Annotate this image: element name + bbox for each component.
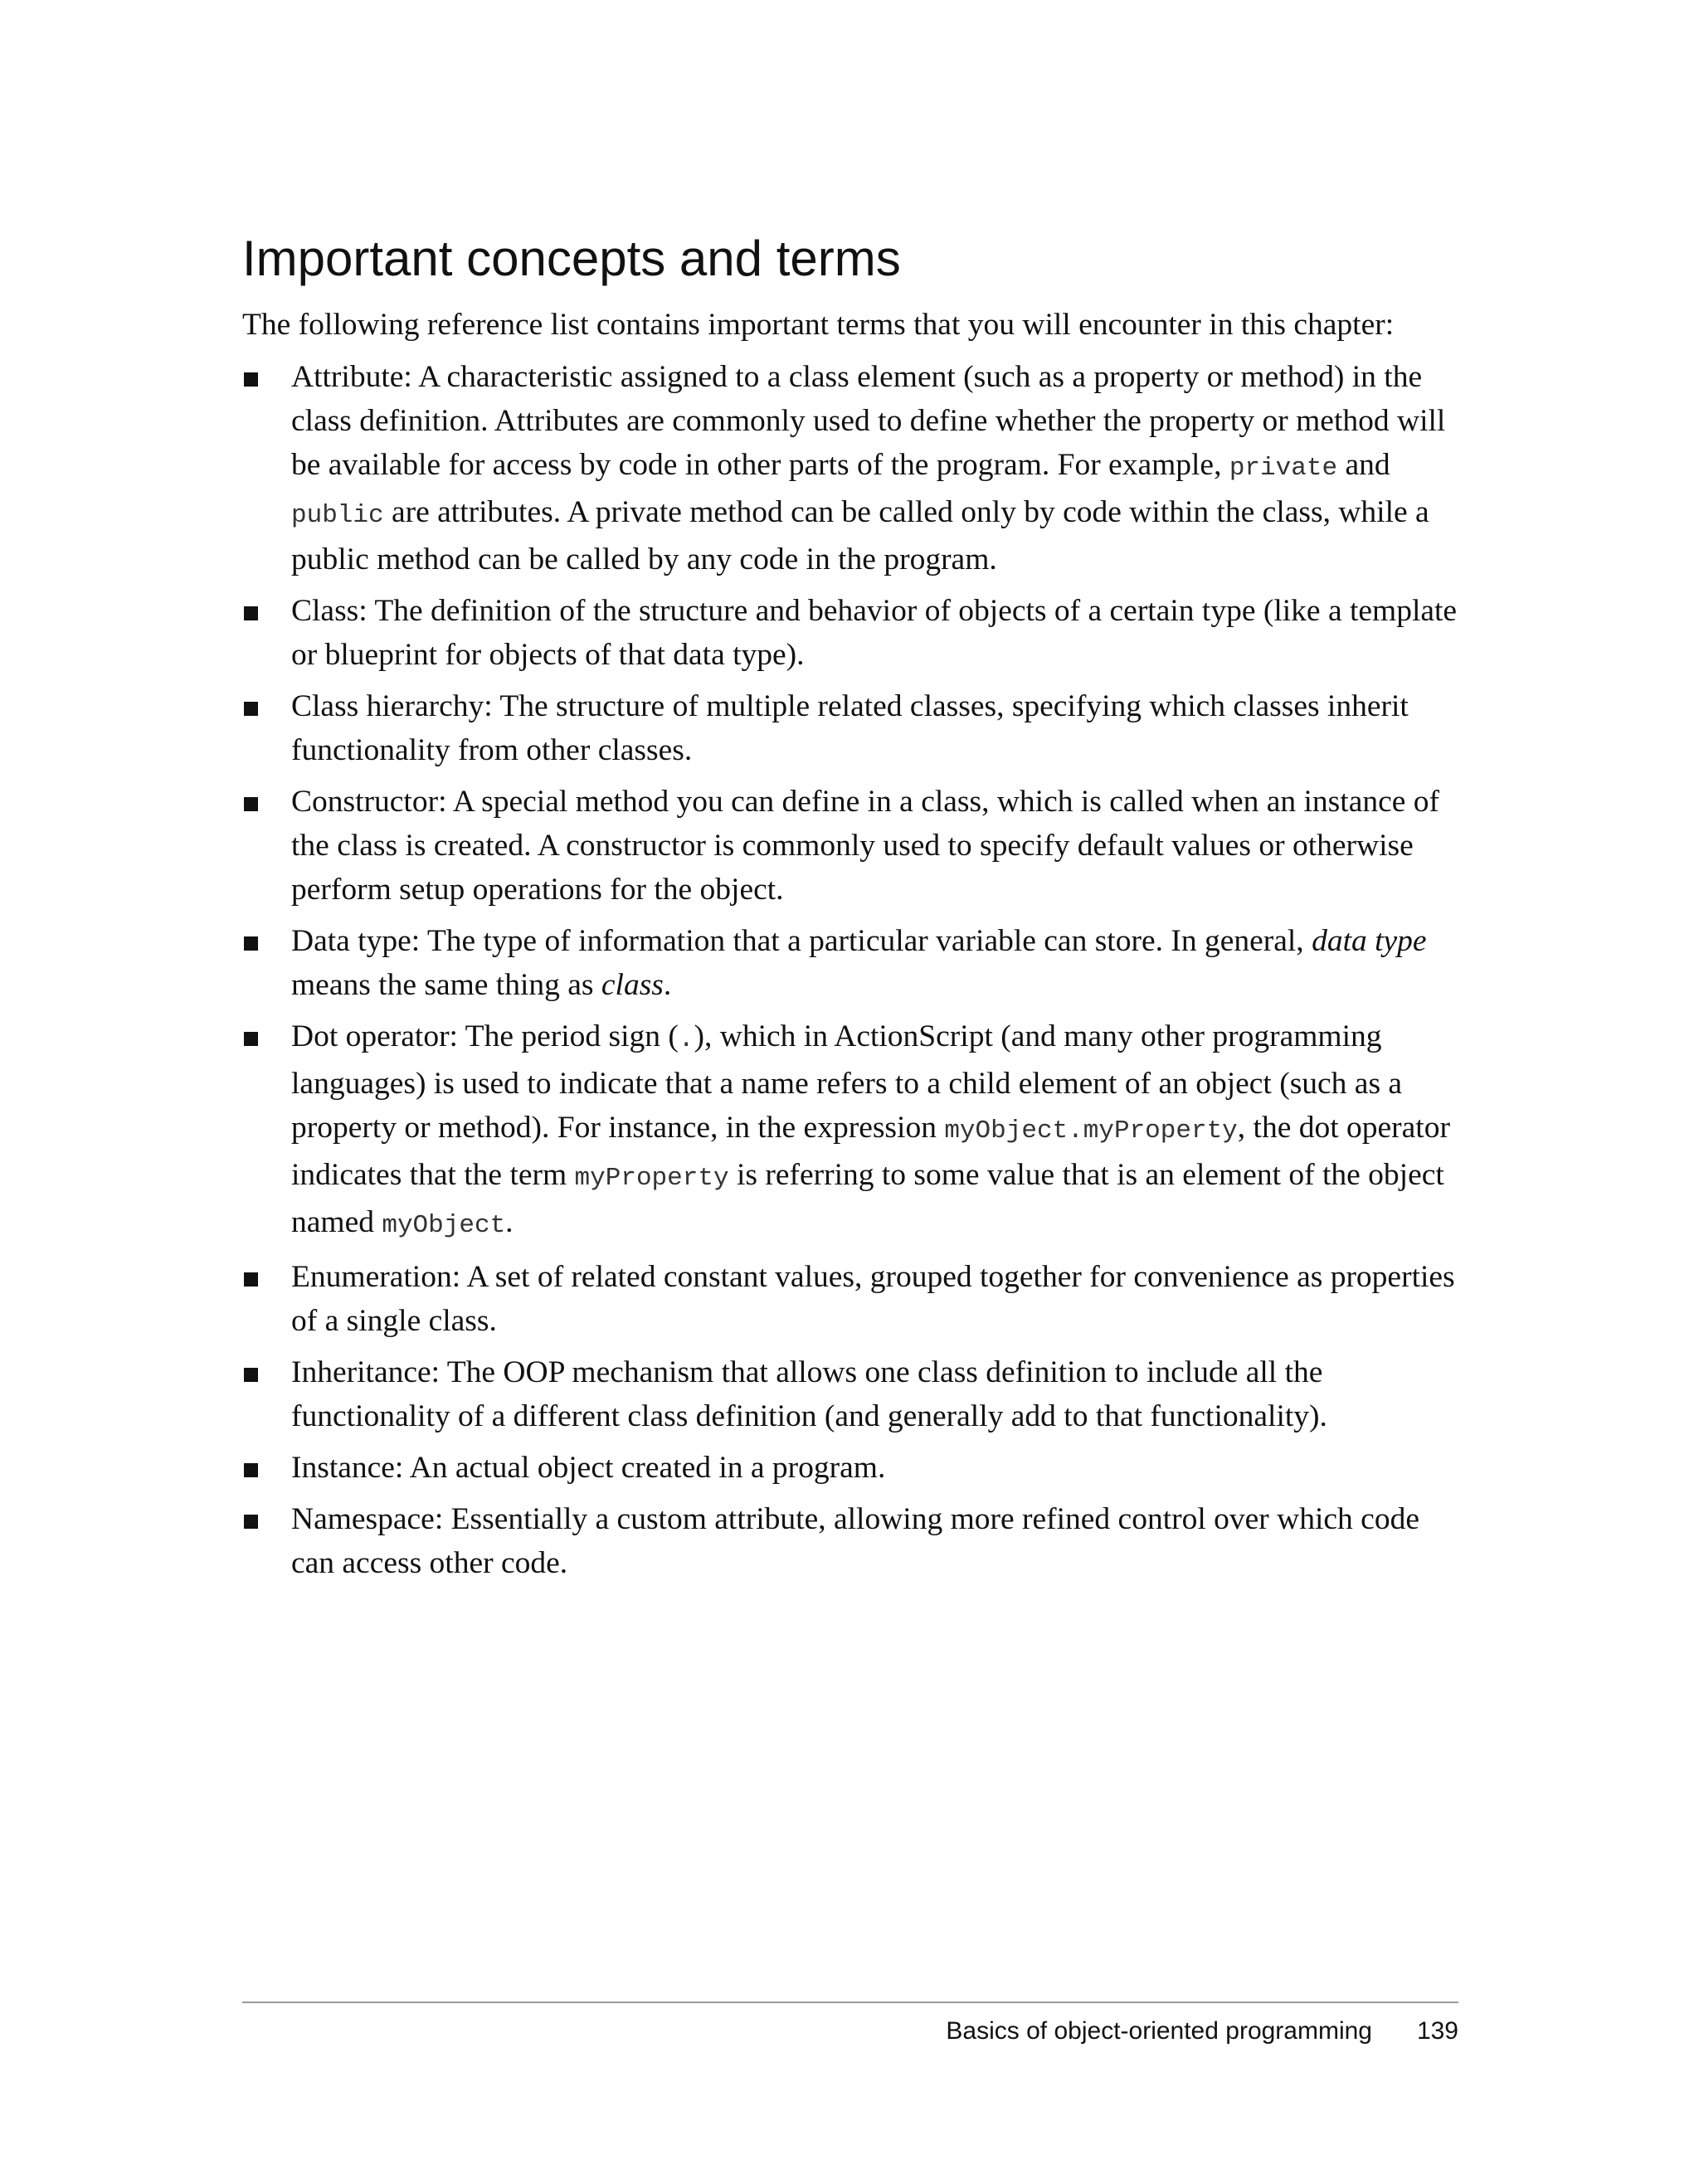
emphasis-text: data type (1312, 924, 1427, 958)
term-text: Data type: The type of information that a particular variable can store. In general, (291, 924, 1312, 958)
term-text: Instance: An actual object created in a program. (291, 1451, 886, 1485)
term-text: means the same thing as (291, 968, 601, 1002)
list-item (242, 1255, 1463, 1343)
footer-divider (242, 2002, 1458, 2003)
term-text: Class: The definition of the structure and behavior of objects of a certain type (like a template or blueprint for objects of that data type). (291, 594, 1458, 672)
inline-code: myObject.myProperty (944, 1116, 1238, 1146)
list-item (242, 1014, 1463, 1248)
inline-code: public (291, 501, 384, 530)
inline-code: myProperty (574, 1164, 729, 1193)
term-text: are attributes. A private method can be called only by code within the class, while a public method can be called by any code in the program. (291, 495, 1429, 576)
terms-list (242, 355, 1463, 1593)
list-item (242, 684, 1463, 772)
square-bullet-icon (244, 1515, 258, 1529)
square-bullet-icon (244, 1272, 258, 1287)
term-text: . (663, 968, 672, 1002)
list-item (242, 919, 1463, 1007)
list-item (242, 1446, 1463, 1490)
list-item (242, 355, 1463, 581)
square-bullet-icon (244, 372, 258, 387)
square-bullet-icon (244, 797, 258, 811)
list-item (242, 1497, 1463, 1585)
term-text: Constructor: A special method you can define in a class, which is called when an instance of the class is created. A constructor is commonly used to specify default values or otherwise perform setup operations for the object. (291, 785, 1439, 907)
list-item (242, 780, 1463, 912)
inline-code: private (1229, 454, 1338, 483)
term-text: Attribute: A characteristic assigned to a class element (such as a property or method) in the class definition. Attributes are commonly used to define whether the property or method will be available for access by code in other parts of the program. For example, (291, 360, 1446, 482)
term-text: Class hierarchy: The structure of multiple related classes, specifying which classes inherit functionality from other classes. (291, 689, 1409, 767)
inline-code: myObject (382, 1211, 506, 1240)
page-number: 139 (1416, 2017, 1458, 2045)
inline-code: . (678, 1025, 694, 1054)
square-bullet-icon (244, 936, 258, 951)
emphasis-text: class (601, 968, 664, 1002)
square-bullet-icon (244, 1032, 258, 1046)
square-bullet-icon (244, 702, 258, 716)
square-bullet-icon (244, 1463, 258, 1477)
term-text: Enumeration: A set of related constant values, grouped together for convenience as properties of a single class. (291, 1260, 1455, 1338)
term-text: Namespace: Essentially a custom attribute, allowing more refined control over which code can access other code. (291, 1502, 1419, 1580)
term-text: , the dot operator indicates that the term (291, 1111, 1450, 1192)
term-text: ), which in ActionScript (and many other programming languages) is used to indicate that a name refers to a child element of an object (such as a property or method). For instance, in the expression (291, 1019, 1403, 1145)
term-text: . (505, 1205, 514, 1239)
square-bullet-icon (244, 1368, 258, 1382)
term-text: and (1337, 448, 1390, 482)
square-bullet-icon (244, 606, 258, 620)
page-title: Important concepts and terms (242, 231, 901, 286)
term-text: Inheritance: The OOP mechanism that allows one class definition to include all the functionality of a different class definition (and generally add to that functionality). (291, 1355, 1327, 1433)
list-item (242, 589, 1463, 677)
list-item (242, 1350, 1463, 1438)
term-text: is referring to some value that is an element of the object named (291, 1158, 1444, 1239)
term-text: Dot operator: The period sign ( (291, 1019, 679, 1053)
footer-chapter-title: Basics of object-oriented programming (946, 2017, 1372, 2045)
intro-paragraph: The following reference list contains important terms that you will encounter in this chapter: (242, 308, 1395, 342)
